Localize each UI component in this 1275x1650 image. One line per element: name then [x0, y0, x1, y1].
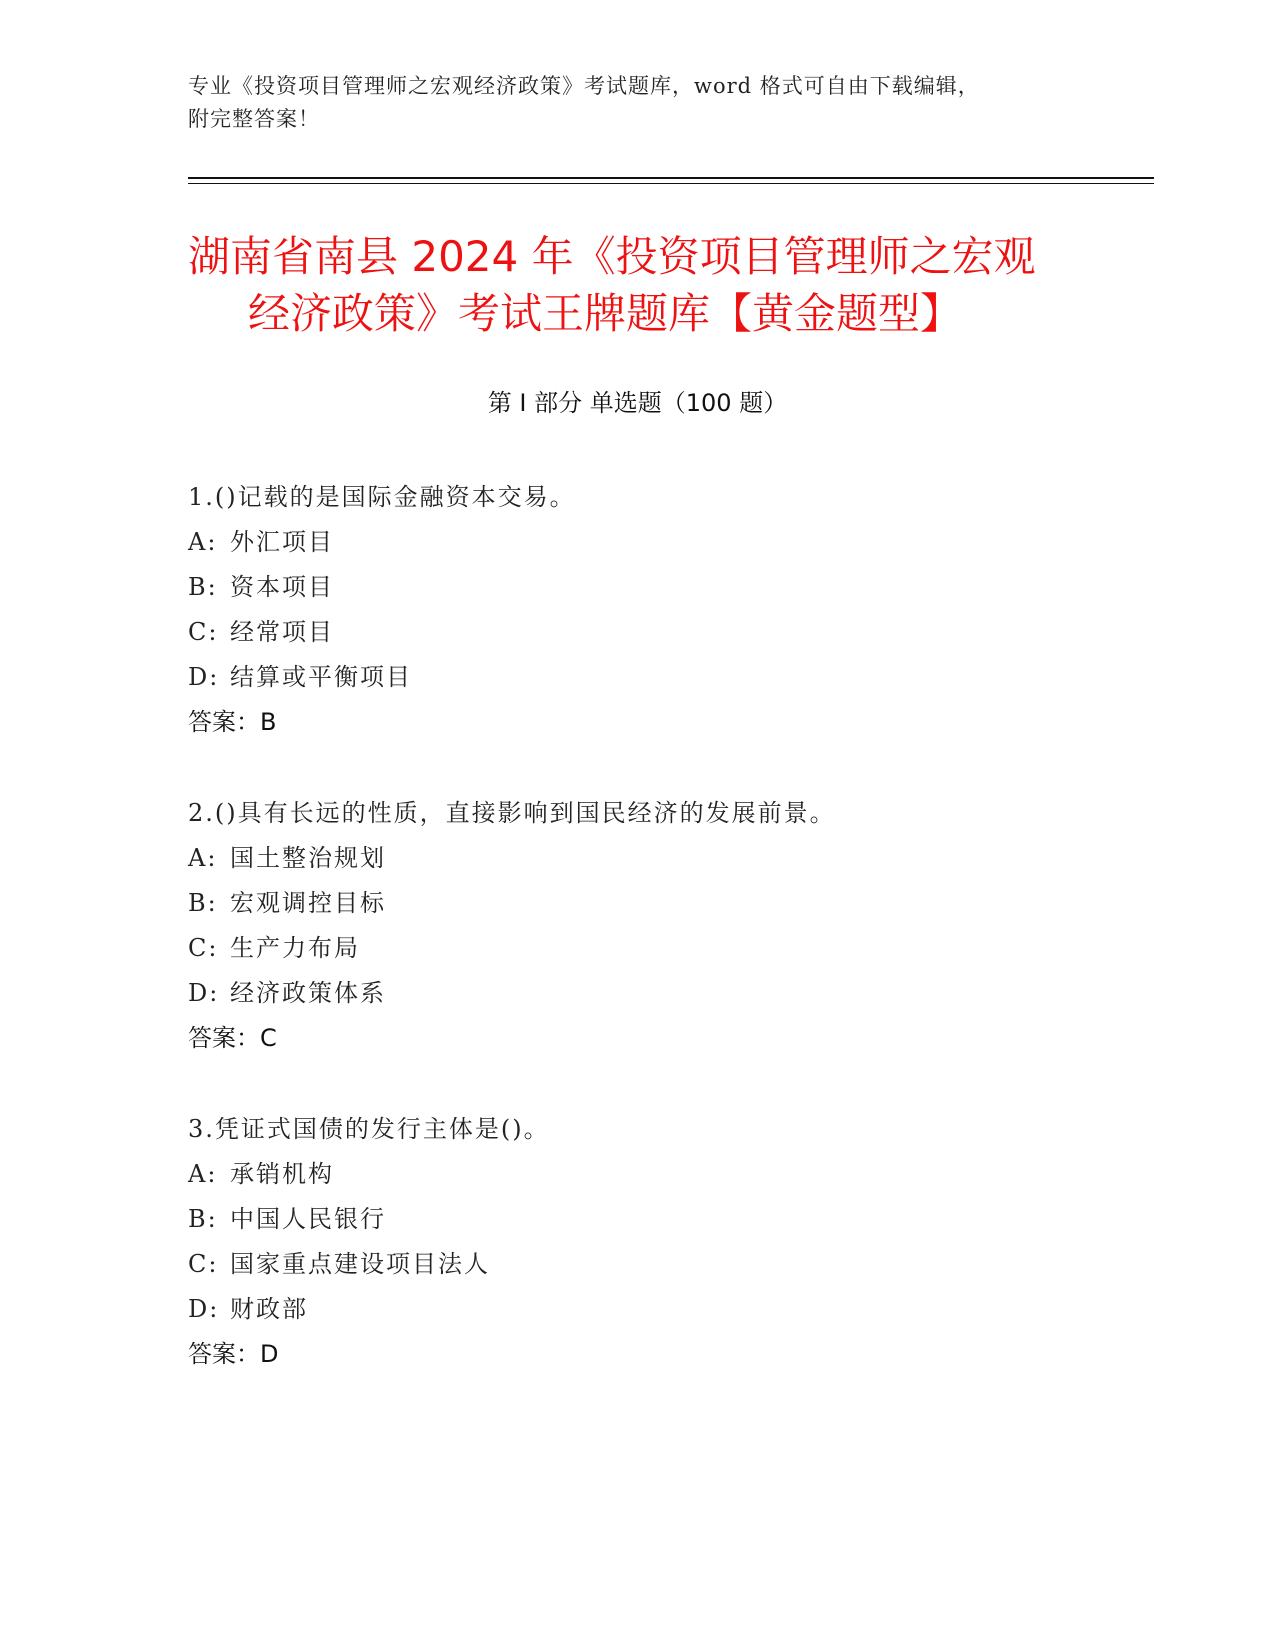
answer-line: 答案：D	[188, 1340, 279, 1368]
option-b	[188, 565, 1148, 610]
option-a	[188, 1152, 1148, 1197]
option-text: 中国人民银行	[230, 1205, 386, 1233]
option-b	[188, 881, 1148, 926]
header-note-line2: 附完整答案！	[188, 107, 320, 131]
question-item	[188, 1107, 1148, 1377]
option-key: C:	[188, 1250, 219, 1278]
option-text: 经常项目	[230, 618, 334, 646]
option-text: 宏观调控目标	[230, 889, 386, 917]
answer-line: 答案：B	[188, 708, 277, 736]
section-heading: 第 I 部分 单选题（100 题）	[487, 389, 788, 417]
header-rule-thin	[188, 183, 1154, 184]
option-text: 国家重点建设项目法人	[230, 1250, 490, 1278]
option-text: 国土整治规划	[230, 844, 386, 872]
option-key: B:	[188, 573, 218, 601]
answer-line: 答案：C	[188, 1024, 277, 1052]
option-key: B:	[188, 1205, 218, 1233]
option-d	[188, 655, 1148, 700]
option-text: 财政部	[230, 1295, 308, 1323]
option-key: A:	[188, 528, 218, 556]
document-title-line1: 湖南省南县 2024 年《投资项目管理师之宏观	[188, 232, 1036, 281]
question-stem: 3.凭证式国债的发行主体是()。	[188, 1115, 550, 1143]
option-text: 资本项目	[230, 573, 334, 601]
option-a	[188, 836, 1148, 881]
option-text: 外汇项目	[230, 528, 334, 556]
header-note-line1: 专业《投资项目管理师之宏观经济政策》考试题库，word 格式可自由下载编辑，	[188, 74, 980, 98]
option-c	[188, 610, 1148, 655]
option-text: 承销机构	[230, 1160, 334, 1188]
option-key: C:	[188, 618, 219, 646]
option-key: D:	[188, 1295, 220, 1323]
option-key: B:	[188, 889, 218, 917]
option-b	[188, 1197, 1148, 1242]
option-c	[188, 1242, 1148, 1287]
question-stem: 1.()记载的是国际金融资本交易。	[188, 483, 576, 511]
option-d	[188, 971, 1148, 1016]
question-item	[188, 791, 1148, 1061]
document-title-line2: 经济政策》考试王牌题库【黄金题型】	[248, 289, 963, 338]
option-key: D:	[188, 663, 220, 691]
option-c	[188, 926, 1148, 971]
option-a	[188, 520, 1148, 565]
option-key: A:	[188, 844, 218, 872]
option-text: 经济政策体系	[230, 979, 386, 1007]
option-text: 结算或平衡项目	[230, 663, 412, 691]
question-stem: 2.()具有长远的性质，直接影响到国民经济的发展前景。	[188, 799, 836, 827]
question-list	[188, 475, 1148, 1423]
option-key: C:	[188, 934, 219, 962]
header-rule-thick	[188, 177, 1154, 179]
option-key: A:	[188, 1160, 218, 1188]
option-text: 生产力布局	[230, 934, 360, 962]
option-d	[188, 1287, 1148, 1332]
header-note	[188, 70, 1068, 136]
question-item	[188, 475, 1148, 745]
option-key: D:	[188, 979, 220, 1007]
document-title	[188, 228, 1108, 342]
